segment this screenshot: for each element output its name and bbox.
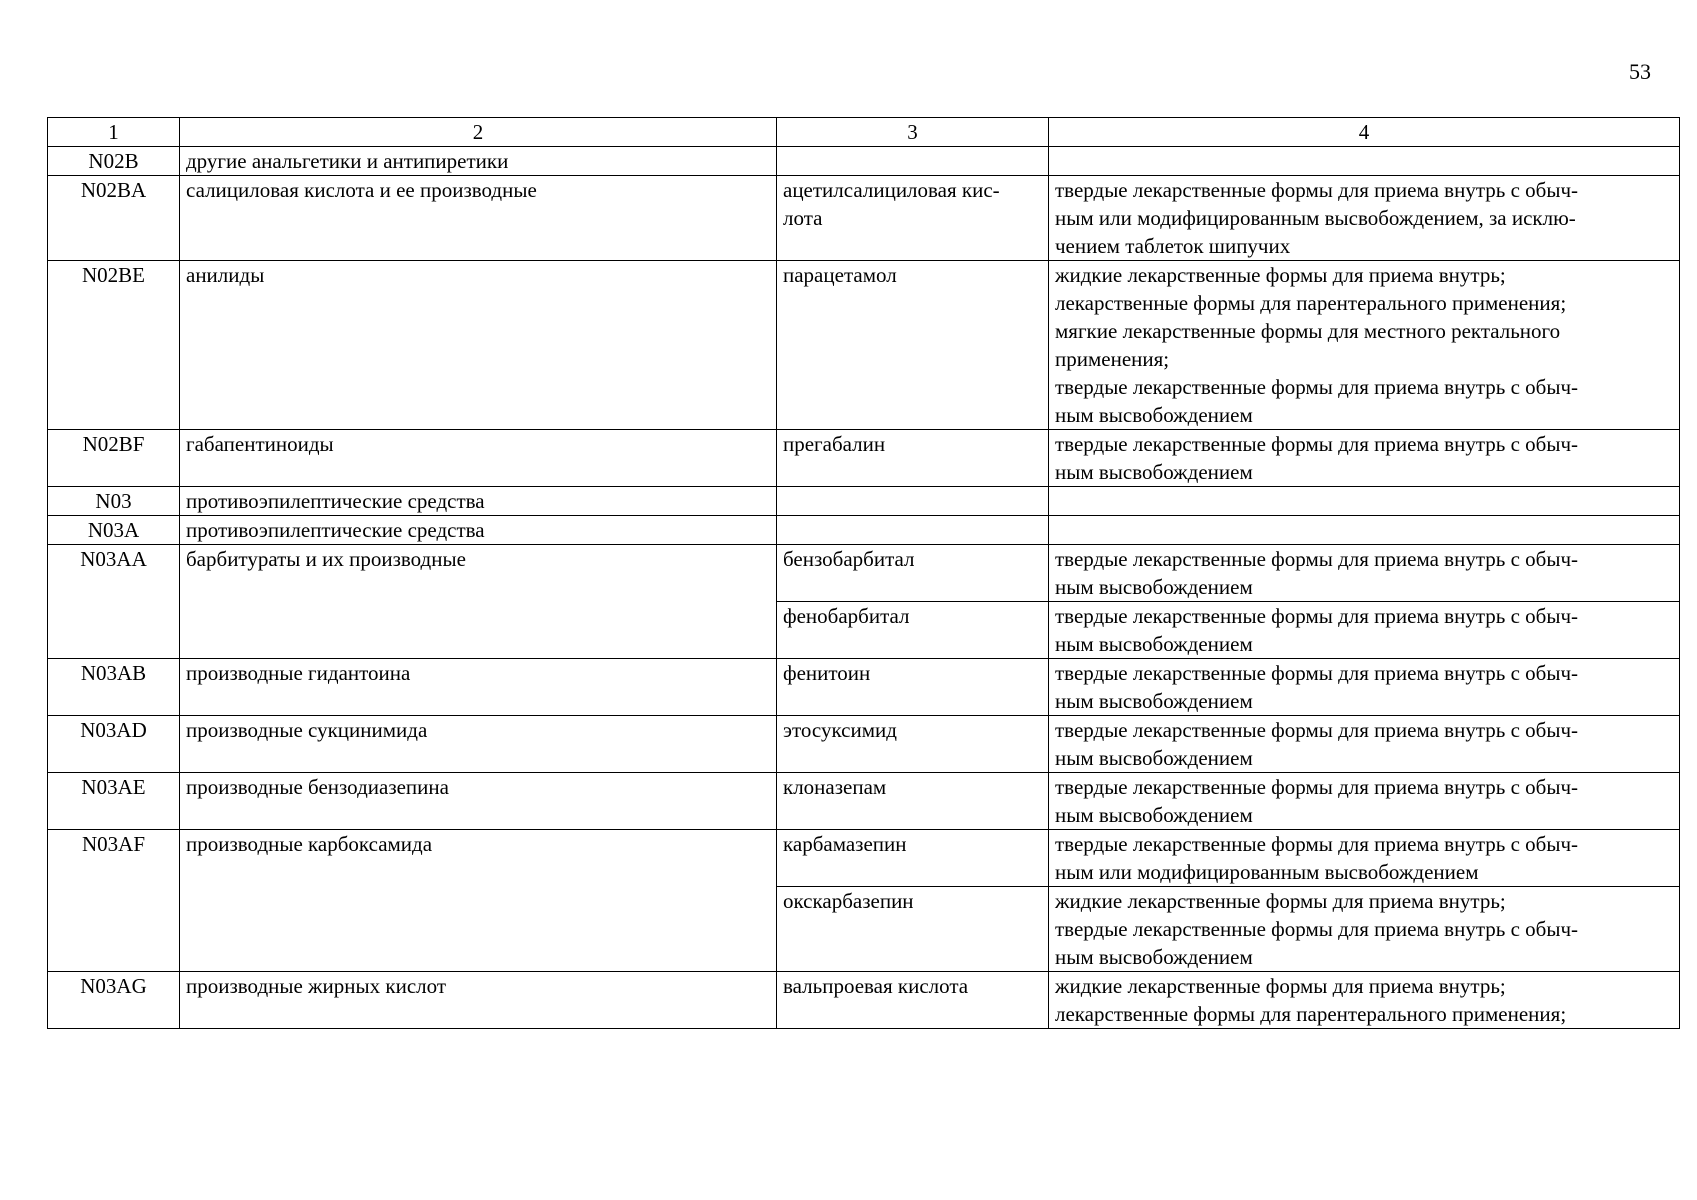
dosage-forms-cell: [1049, 773, 1680, 830]
drug-name-line: фенитоин: [783, 661, 871, 685]
dosage-forms-cell: [1049, 261, 1680, 430]
atc-group-cell: производные сукцинимида: [180, 716, 777, 773]
dosage-form-line: мягкие лекарственные формы для местного ректального: [1055, 319, 1561, 343]
dosage-form-line: ным высвобождением: [1055, 746, 1253, 770]
atc-code-cell: N03AD: [48, 716, 180, 773]
table-row: [48, 972, 1680, 1029]
atc-code-cell: N03AG: [48, 972, 180, 1029]
table-body: [48, 147, 1680, 1029]
drug-name-line: лота: [783, 206, 823, 230]
dosage-form-line: ным высвобождением: [1055, 945, 1253, 969]
drug-name-cell: [777, 773, 1049, 830]
dosage-form-line: ным или модифицированным высвобождением, за исклю-: [1055, 206, 1576, 230]
dosage-form-line: твердые лекарственные формы для приема внутрь с обыч-: [1055, 917, 1579, 941]
drug-name-line: клоназепам: [783, 775, 887, 799]
dosage-forms-cell: [1049, 147, 1680, 176]
atc-group-cell: габапентиноиды: [180, 430, 777, 487]
drug-name-cell: [777, 545, 1049, 602]
atc-group-cell: противоэпилептические средства: [180, 516, 777, 545]
dosage-form-line: лекарственные формы для парентерального применения;: [1055, 291, 1567, 315]
table-row: [48, 487, 1680, 516]
atc-code-cell: N03: [48, 487, 180, 516]
atc-group-cell: противоэпилептические средства: [180, 487, 777, 516]
atc-group-cell: анилиды: [180, 261, 777, 430]
atc-code-cell: N02BE: [48, 261, 180, 430]
column-header: 4: [1049, 118, 1680, 147]
drug-name-cell: [777, 716, 1049, 773]
dosage-form-line: лекарственные формы для парентерального применения;: [1055, 1002, 1567, 1026]
table-row: [48, 545, 1680, 602]
dosage-forms-cell: [1049, 430, 1680, 487]
table-row: [48, 773, 1680, 830]
dosage-form-line: твердые лекарственные формы для приема внутрь с обыч-: [1055, 775, 1579, 799]
drug-name-cell: [777, 659, 1049, 716]
drug-name-line: окскарбазепин: [783, 889, 914, 913]
dosage-form-line: применения;: [1055, 347, 1170, 371]
dosage-form-line: чением таблеток шипучих: [1055, 234, 1291, 258]
dosage-forms-cell: [1049, 602, 1680, 659]
column-header: 1: [48, 118, 180, 147]
table-row: [48, 830, 1680, 887]
drug-name-cell: [777, 830, 1049, 887]
table-row: [48, 716, 1680, 773]
table-row: [48, 659, 1680, 716]
atc-code-cell: N02BA: [48, 176, 180, 261]
atc-group-cell: производные бензодиазепина: [180, 773, 777, 830]
atc-group-cell: другие анальгетики и антипиретики: [180, 147, 777, 176]
dosage-forms-cell: [1049, 716, 1680, 773]
dosage-form-line: твердые лекарственные формы для приема внутрь с обыч-: [1055, 375, 1579, 399]
drug-name-cell: [777, 430, 1049, 487]
atc-code-cell: N03AB: [48, 659, 180, 716]
drug-name-cell: [777, 887, 1049, 972]
drug-name-cell: [777, 176, 1049, 261]
drug-name-cell: [777, 516, 1049, 545]
dosage-form-line: твердые лекарственные формы для приема внутрь с обыч-: [1055, 661, 1579, 685]
dosage-forms-cell: [1049, 659, 1680, 716]
dosage-forms-cell: [1049, 972, 1680, 1029]
dosage-form-line: ным высвобождением: [1055, 632, 1253, 656]
atc-code-cell: N02B: [48, 147, 180, 176]
dosage-form-line: ным или модифицированным высвобождением: [1055, 860, 1479, 884]
dosage-form-line: твердые лекарственные формы для приема внутрь с обыч-: [1055, 432, 1579, 456]
dosage-form-line: твердые лекарственные формы для приема внутрь с обыч-: [1055, 832, 1579, 856]
dosage-form-line: ным высвобождением: [1055, 403, 1253, 427]
dosage-form-line: жидкие лекарственные формы для приема внутрь;: [1055, 889, 1506, 913]
page-number: 53: [1629, 59, 1651, 84]
dosage-form-line: твердые лекарственные формы для приема внутрь с обыч-: [1055, 718, 1579, 742]
drug-name-line: фенобарбитал: [783, 604, 910, 628]
drug-name-cell: [777, 487, 1049, 516]
drug-name-cell: [777, 972, 1049, 1029]
dosage-forms-cell: [1049, 887, 1680, 972]
dosage-forms-cell: [1049, 176, 1680, 261]
dosage-form-line: твердые лекарственные формы для приема внутрь с обыч-: [1055, 178, 1579, 202]
dosage-forms-cell: [1049, 545, 1680, 602]
drug-name-line: карбамазепин: [783, 832, 907, 856]
dosage-form-line: жидкие лекарственные формы для приема внутрь;: [1055, 263, 1506, 287]
drug-table: [47, 117, 1680, 1029]
drug-name-line: парацетамол: [783, 263, 897, 287]
atc-group-cell: производные жирных кислот: [180, 972, 777, 1029]
dosage-form-line: ным высвобождением: [1055, 460, 1253, 484]
table-row: [48, 516, 1680, 545]
dosage-form-line: ным высвобождением: [1055, 803, 1253, 827]
atc-group-cell: производные гидантоина: [180, 659, 777, 716]
dosage-form-line: ным высвобождением: [1055, 575, 1253, 599]
drug-name-cell: [777, 147, 1049, 176]
drug-name-line: ацетилсалициловая кис-: [783, 178, 1000, 202]
table-row: [48, 430, 1680, 487]
drug-name-line: прегабалин: [783, 432, 886, 456]
dosage-forms-cell: [1049, 487, 1680, 516]
atc-code-cell: N03AE: [48, 773, 180, 830]
column-header: 2: [180, 118, 777, 147]
table-row: [48, 176, 1680, 261]
drug-name-cell: [777, 602, 1049, 659]
table-row: [48, 147, 1680, 176]
atc-group-cell: салициловая кислота и ее производные: [180, 176, 777, 261]
drug-name-cell: [777, 261, 1049, 430]
table-row: [48, 261, 1680, 430]
atc-code-cell: N03AF: [48, 830, 180, 972]
drug-name-line: бензобарбитал: [783, 547, 915, 571]
drug-name-line: вальпроевая кислота: [783, 974, 969, 998]
dosage-form-line: ным высвобождением: [1055, 689, 1253, 713]
atc-code-cell: N03AA: [48, 545, 180, 659]
drug-name-line: этосуксимид: [783, 718, 897, 742]
dosage-form-line: твердые лекарственные формы для приема внутрь с обыч-: [1055, 604, 1579, 628]
dosage-forms-cell: [1049, 516, 1680, 545]
atc-group-cell: производные карбоксамида: [180, 830, 777, 972]
atc-group-cell: барбитураты и их производные: [180, 545, 777, 659]
column-header: 3: [777, 118, 1049, 147]
dosage-form-line: твердые лекарственные формы для приема внутрь с обыч-: [1055, 547, 1579, 571]
dosage-forms-cell: [1049, 830, 1680, 887]
atc-code-cell: N02BF: [48, 430, 180, 487]
atc-code-cell: N03A: [48, 516, 180, 545]
table-header-row: [48, 118, 1680, 147]
dosage-form-line: жидкие лекарственные формы для приема внутрь;: [1055, 974, 1506, 998]
